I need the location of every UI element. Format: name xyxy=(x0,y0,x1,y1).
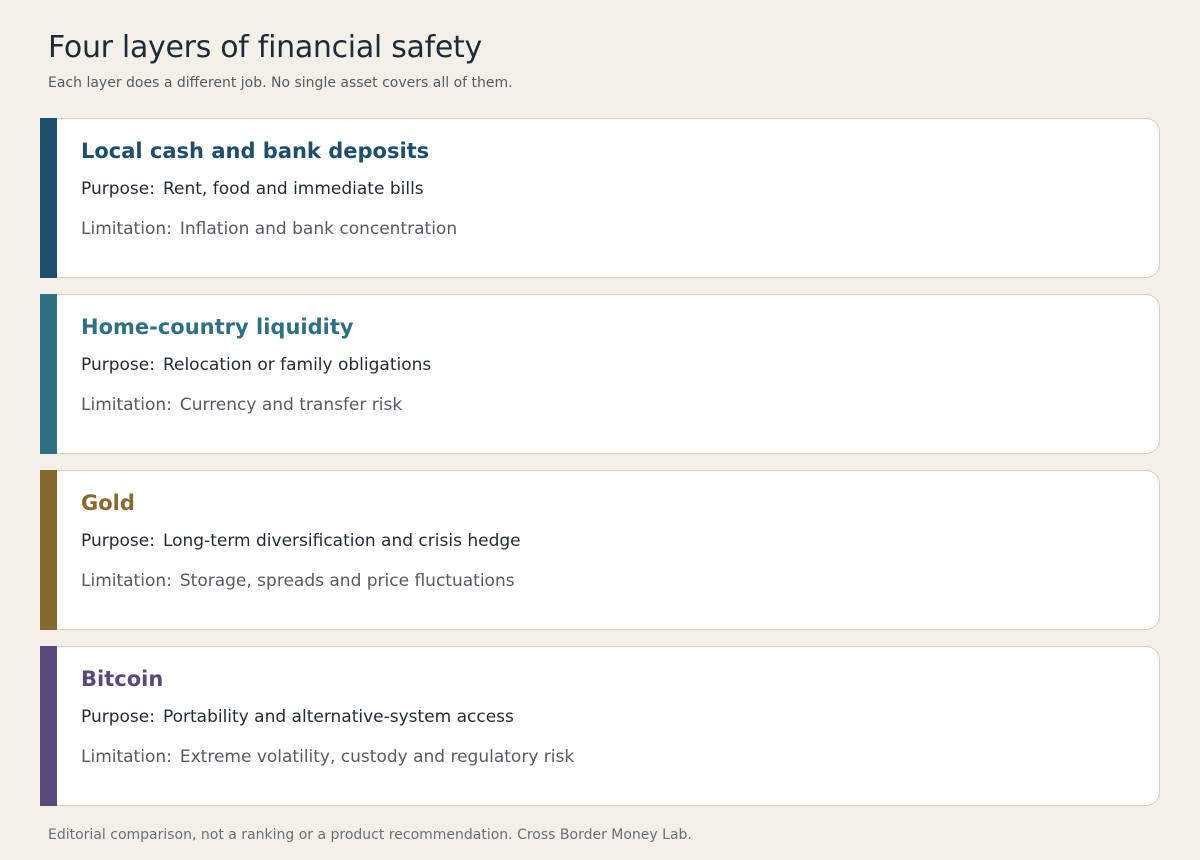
layer-accent-bar xyxy=(40,646,57,806)
layer-title: Home-country liquidity xyxy=(81,315,354,339)
layer-limitation xyxy=(81,571,515,591)
limitation-text: Extreme volatility, custody and regulatory risk xyxy=(179,747,575,767)
layer-card-gold xyxy=(40,470,1160,630)
layer-purpose xyxy=(81,355,431,375)
purpose-text: Rent, food and immediate bills xyxy=(162,179,424,199)
purpose-text: Long-term diversification and crisis hedge xyxy=(162,531,521,551)
layer-title: Gold xyxy=(81,491,135,515)
limitation-label: Limitation: xyxy=(81,747,172,767)
layer-purpose xyxy=(81,179,424,199)
purpose-label: Purpose: xyxy=(81,355,155,375)
layer-accent-bar xyxy=(40,118,57,278)
purpose-label: Purpose: xyxy=(81,707,155,727)
layer-title: Bitcoin xyxy=(81,667,164,691)
layer-limitation xyxy=(81,219,457,239)
layer-card-home-country-liquidity xyxy=(40,294,1160,454)
limitation-text: Inflation and bank concentration xyxy=(179,219,458,239)
purpose-text: Portability and alternative-system access xyxy=(162,707,514,727)
page-title: Four layers of financial safety xyxy=(48,30,482,65)
layer-card-bitcoin xyxy=(40,646,1160,806)
layer-accent-bar xyxy=(40,470,57,630)
layer-card-local-cash xyxy=(40,118,1160,278)
layer-purpose xyxy=(81,531,521,551)
page-footnote: Editorial comparison, not a ranking or a product recommendation. Cross Border Money Lab. xyxy=(48,827,692,843)
layer-title: Local cash and bank deposits xyxy=(81,139,430,163)
purpose-label: Purpose: xyxy=(81,531,155,551)
limitation-label: Limitation: xyxy=(81,571,172,591)
purpose-label: Purpose: xyxy=(81,179,155,199)
limitation-label: Limitation: xyxy=(81,219,172,239)
limitation-label: Limitation: xyxy=(81,395,172,415)
page-subtitle: Each layer does a different job. No single asset covers all of them. xyxy=(48,75,513,91)
limitation-text: Currency and transfer risk xyxy=(179,395,403,415)
purpose-text: Relocation or family obligations xyxy=(162,355,432,375)
layer-limitation xyxy=(81,747,574,767)
limitation-text: Storage, spreads and price fluctuations xyxy=(179,571,515,591)
layer-accent-bar xyxy=(40,294,57,454)
layer-purpose xyxy=(81,707,514,727)
layer-limitation xyxy=(81,395,402,415)
